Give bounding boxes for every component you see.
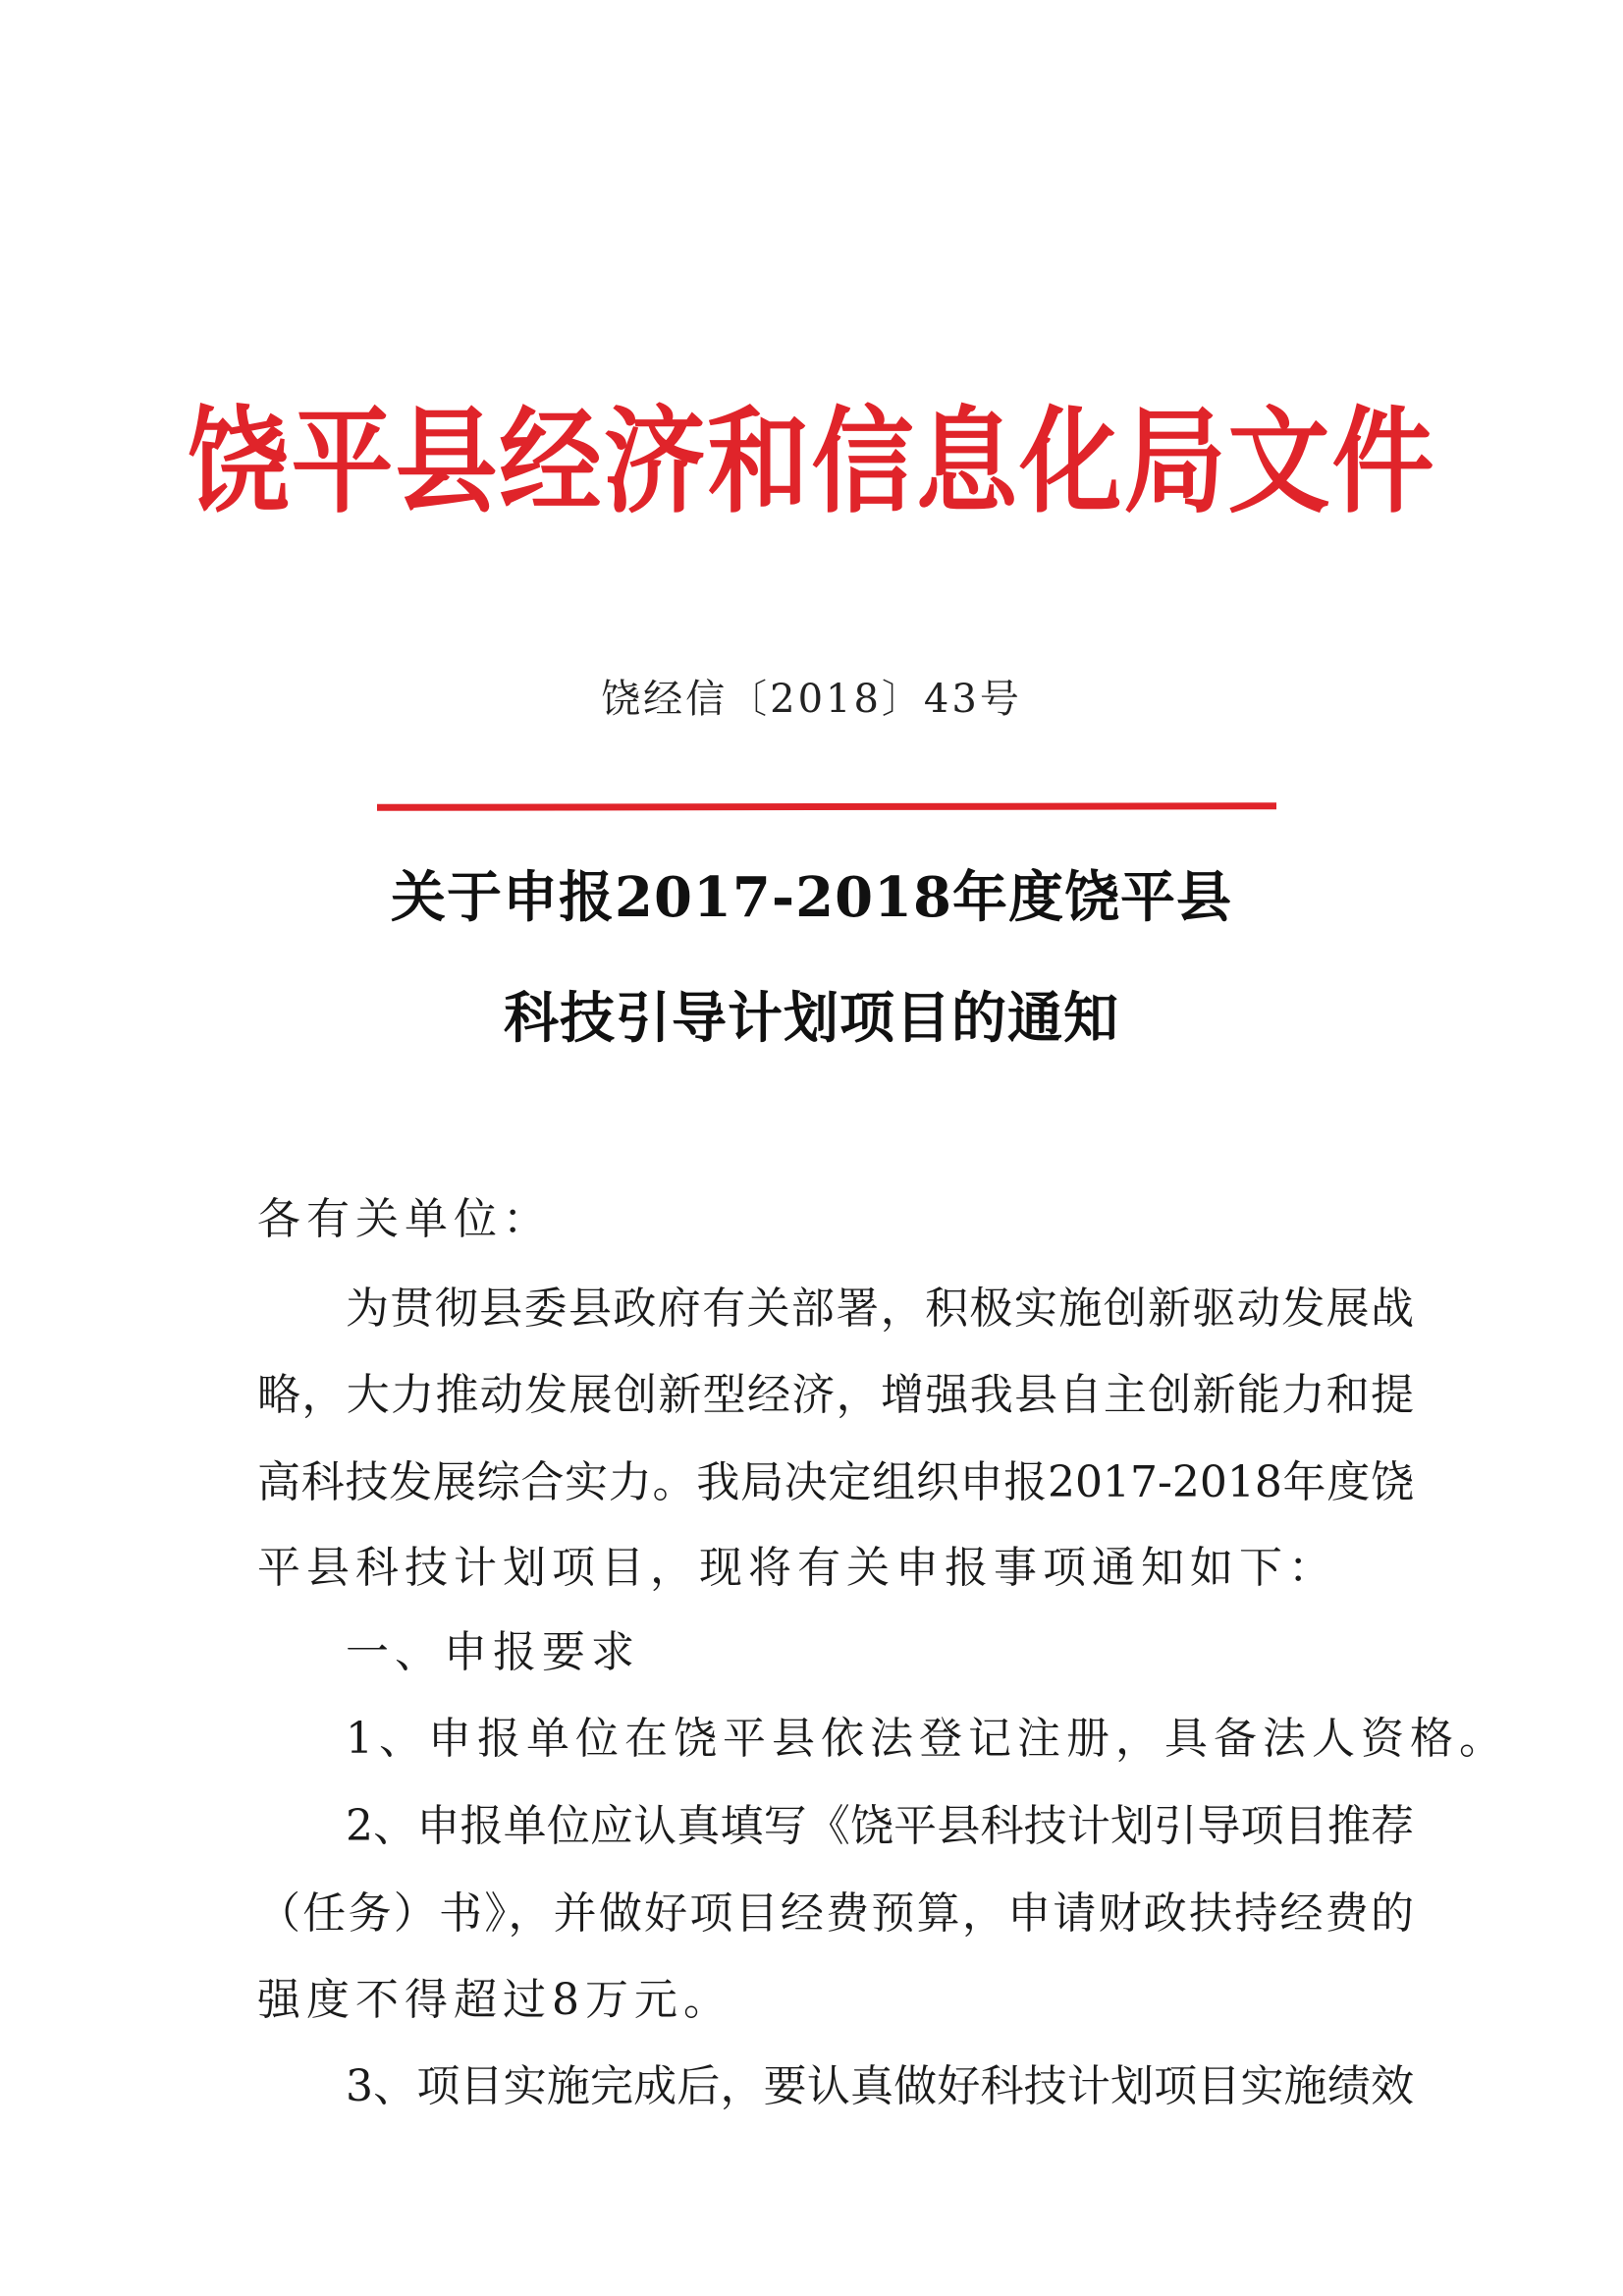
body-line-2: 略，大力推动发展创新型经济，增强我县自主创新能力和提 xyxy=(257,1370,1414,1420)
requirement-2-line-3: 强度不得超过8万元。 xyxy=(257,1975,732,2025)
requirement-2-line-1: 2、申报单位应认真填写《饶平县科技计划引导项目推荐 xyxy=(346,1801,1414,1851)
red-separator-rule xyxy=(377,802,1276,811)
requirement-3-line-1: 3、项目实施完成后，要认真做好科技计划项目实施绩效 xyxy=(346,2061,1414,2111)
section-heading: 一、申报要求 xyxy=(346,1627,640,1677)
agency-header-title: 饶平县经济和信息化局文件 xyxy=(187,394,1436,529)
document-number: 饶经信〔2018〕43号 xyxy=(601,677,1022,722)
notice-title-line-1: 关于申报2017-2018年度饶平县 xyxy=(391,865,1232,930)
requirement-1: 1、申报单位在饶平县依法登记注册，具备法人资格。 xyxy=(346,1714,1508,1764)
body-line-1: 为贯彻县委县政府有关部署，积极实施创新驱动发展战 xyxy=(346,1284,1414,1334)
body-line-3: 高科技发展综合实力。我局决定组织申报2017-2018年度饶 xyxy=(257,1457,1414,1507)
body-line-4: 平县科技计划项目，现将有关申报事项通知如下： xyxy=(257,1543,1337,1593)
requirement-2-line-2: （任务）书》，并做好项目经费预算，申请财政扶持经费的 xyxy=(257,1888,1414,1939)
notice-title-line-2: 科技引导计划项目的通知 xyxy=(504,986,1119,1051)
salutation: 各有关单位： xyxy=(257,1194,552,1244)
